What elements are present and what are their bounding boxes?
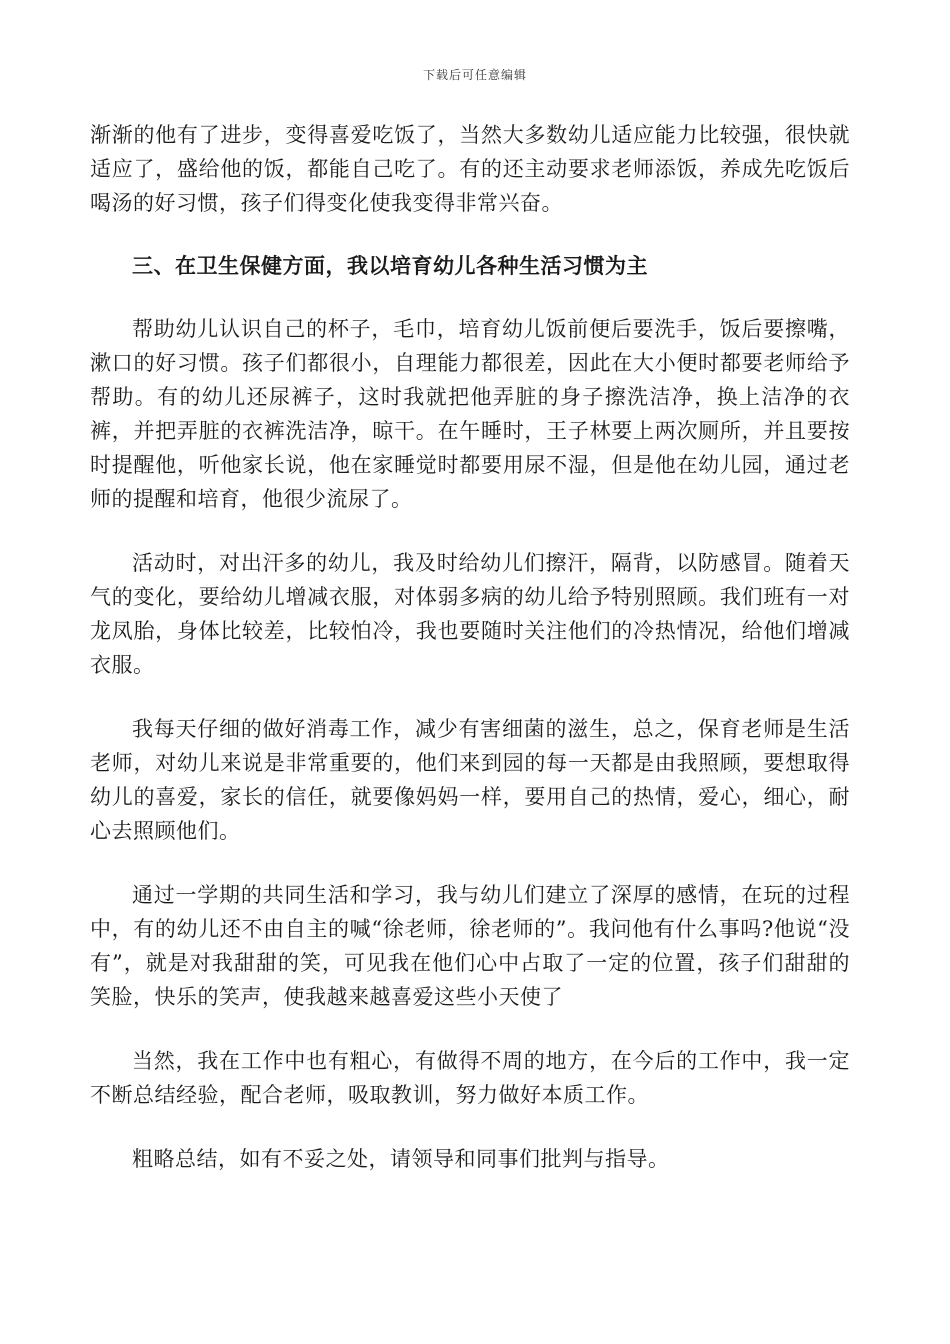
paragraph-disinfection: 我每天仔细的做好消毒工作，减少有害细菌的滋生，总之，保育老师是生活老师，对幼儿来说是非常重要的，他们来到园的每一天都是由我照顾，要想取得幼儿的喜爱，家长的信任，就要像妈妈一样，要用自己的热情，爱心，细心，耐心去照顾他们。 <box>90 717 850 843</box>
paragraph-closing: 粗略总结，如有不妥之处，请领导和同事们批判与指导。 <box>132 1147 670 1171</box>
document-body <box>90 118 850 1176</box>
paragraph-relationship: 通过一学期的共同生活和学习，我与幼儿们建立了深厚的感情，在玩的过程中，有的幼儿还不由自主的喊“徐老师，徐老师的”。我问他有什么事吗?他说“没有”，就是对我甜甜的笑，可见我在他们心中占取了一定的位置，孩子们甜甜的笑脸，快乐的笑声，使我越来越喜爱这些小天使了 <box>90 883 850 1009</box>
header-note: 下载后可任意编辑 <box>422 68 527 82</box>
paragraph-continuation: 渐渐的他有了进步，变得喜爱吃饭了，当然大多数幼儿适应能力比较强，很快就适应了，盛给他的饭，都能自己吃了。有的还主动要求老师添饭，养成先吃饭后喝汤的好习惯，孩子们得变化使我变得非常兴奋。 <box>90 123 850 215</box>
paragraph-hygiene: 帮助幼儿认识自己的杯子，毛巾，培育幼儿饭前便后要洗手，饭后要擦嘴，漱口的好习惯。孩子们都很小，自理能力都很差，因此在大小便时都要老师给予帮助。有的幼儿还尿裤子，这时我就把他弄脏的身子擦洗洁净，换上洁净的衣裤，并把弄脏的衣裤洗洁净，晾干。在午睡时，王子林要上两次厕所，并且要按时提醒他，听他家长说，他在家睡觉时都要用尿不湿，但是他在幼儿园，通过老师的提醒和培育，他很少流尿了。 <box>90 317 850 511</box>
section-heading: 三、在卫生保健方面，我以培育幼儿各种生活习惯为主 <box>132 253 648 278</box>
paragraph-activity: 活动时，对出汗多的幼儿，我及时给幼儿们擦汗，隔背，以防感冒。随着天气的变化，要给幼儿增减衣服，对体弱多病的幼儿给予特别照顾。我们班有一对龙凤胎，身体比较差，比较怕冷，我也要随时关注他们的冷热情况，给他们增减衣服。 <box>90 551 850 677</box>
paragraph-shortcomings: 当然，我在工作中也有粗心，有做得不周的地方，在今后的工作中，我一定不断总结经验，配合老师，吸取教训，努力做好本质工作。 <box>90 1049 850 1107</box>
